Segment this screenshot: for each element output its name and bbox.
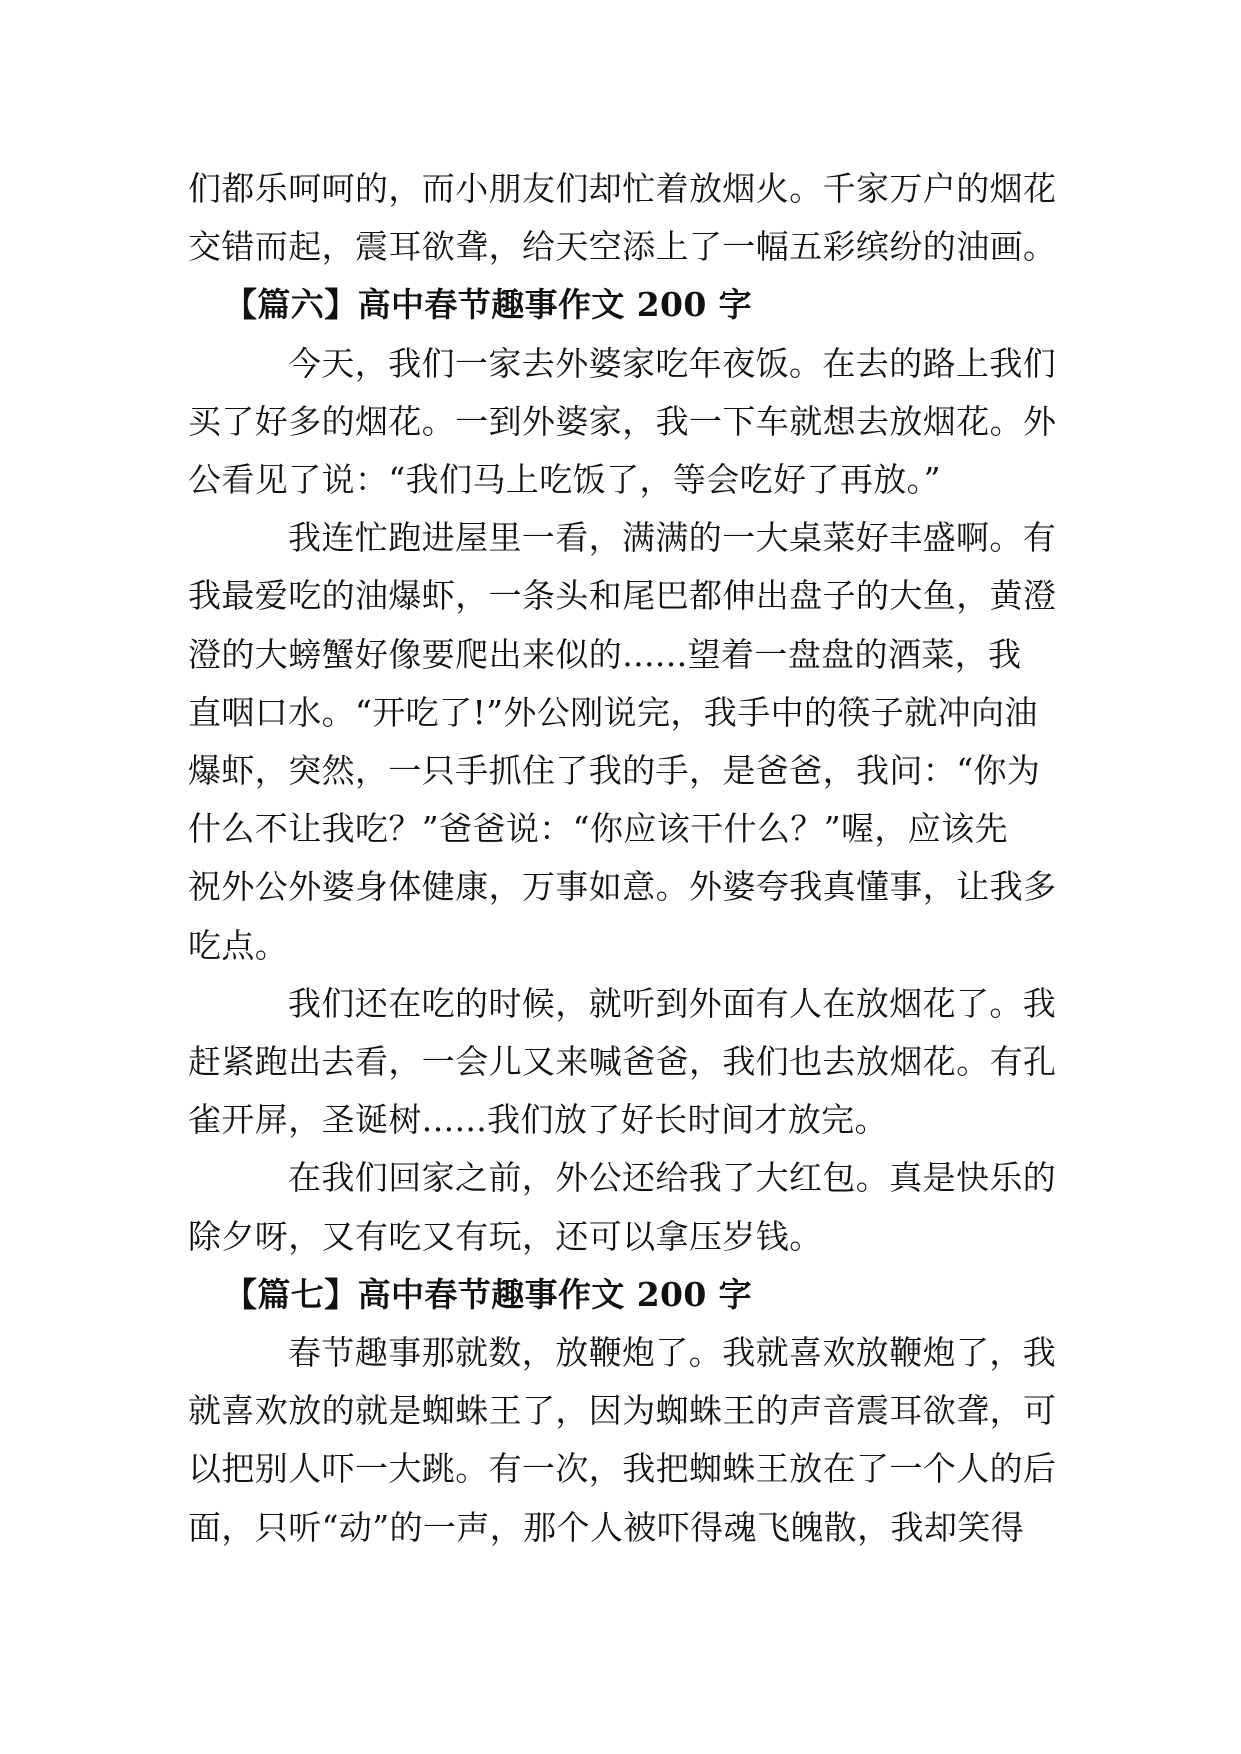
text-line: 买了好多的烟花。一到外婆家，我一下车就想去放烟花。外 [188,401,1057,441]
text-line: 们都乐呵呵的，而小朋友们却忙着放烟火。千家万户的烟花 [188,169,1057,208]
text-line: 交错而起，震耳欲聋，给天空添上了一幅五彩缤纷的油画。 [188,227,1057,267]
text-line: 我连忙跑进屋里一看，满满的一大桌菜好丰盛啊。有 [288,518,1057,558]
text-line: 澄的大螃蟹好像要爬出来似的......望着一盘盘的酒菜，我 [188,634,1022,674]
text-line: 祝外公外婆身体健康，万事如意。外婆夸我真懂事，让我多 [188,867,1057,907]
text-line: 今天，我们一家去外婆家吃年夜饭。在去的路上我们 [288,343,1057,383]
text-line: 我们还在吃的时候，就听到外面有人在放烟花了。我 [288,983,1057,1023]
text-line: 爆虾，突然，一只手抓住了我的手，是爸爸，我问：“你为 [188,751,1041,791]
section-heading-pian-liu: 【篇六】高中春节趣事作文 200 字 [224,285,753,325]
text-line: 除夕呀，又有吃又有玩，还可以拿压岁钱。 [188,1216,823,1256]
text-line: 什么不让我吃？”爸爸说：“你应该干什么？”喔，应该先 [188,809,1009,849]
paragraph [188,1149,1057,1265]
text-line: 雀开屏，圣诞树......我们放了好长时间才放完。 [188,1100,888,1140]
paragraph-continuation [188,160,1057,276]
section-heading-pian-qi: 【篇七】高中春节趣事作文 200 字 [224,1274,753,1314]
paragraph [188,335,1057,510]
paragraph [188,1324,1057,1557]
text-line: 春节趣事那就数，放鞭炮了。我就喜欢放鞭炮了，我 [288,1333,1057,1373]
text-line: 我最爱吃的油爆虾，一条头和尾巴都伸出盘子的大鱼，黄澄 [188,576,1057,616]
paragraph [188,509,1057,975]
text-line: 面，只听“动”的一声，那个人被吓得魂飞魄散，我却笑得 [188,1507,1025,1547]
text-line: 就喜欢放的就是蜘蛛王了，因为蜘蛛王的声音震耳欲聋，可 [188,1391,1057,1431]
text-line: 以把别人吓一大跳。有一次，我把蜘蛛王放在了一个人的后 [188,1449,1057,1489]
paragraph [188,975,1057,1150]
text-line: 公看见了说：“我们马上吃饭了，等会吃好了再放。” [188,460,941,500]
text-line: 直咽口水。“开吃了!”外公刚说完，我手中的筷子就冲向油 [188,692,1038,732]
text-line: 在我们回家之前，外公还给我了大红包。真是快乐的 [288,1158,1057,1198]
document-body [188,160,1057,1557]
text-line: 吃点。 [188,925,289,965]
text-line: 赶紧跑出去看，一会儿又来喊爸爸，我们也去放烟花。有孔 [188,1042,1057,1082]
